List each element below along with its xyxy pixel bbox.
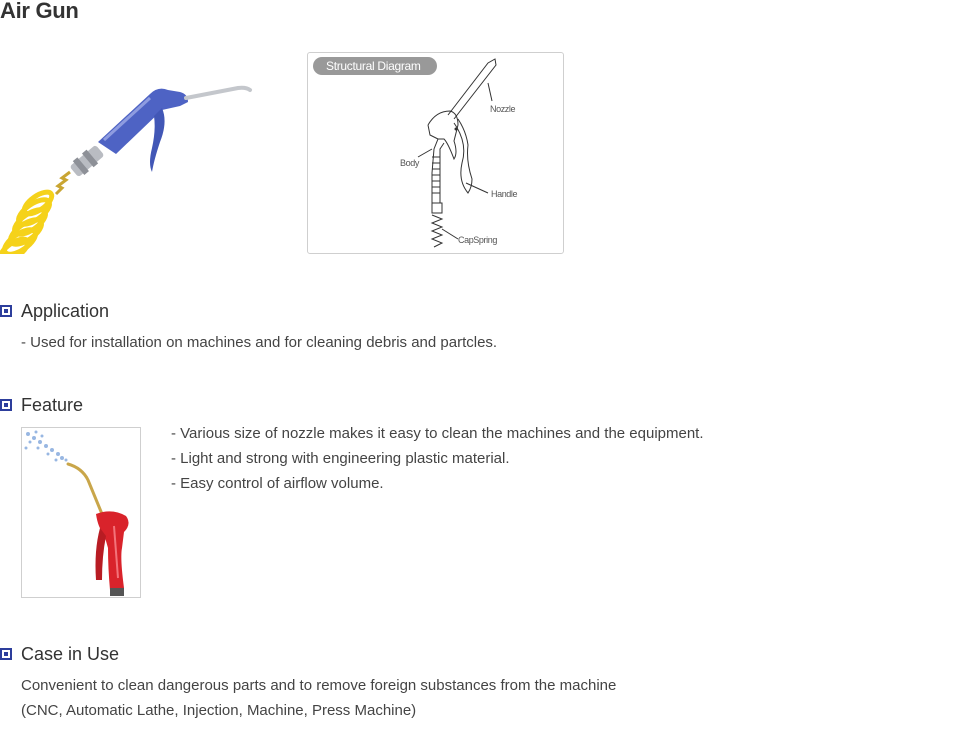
feature-title: Feature: [21, 394, 84, 415]
list-item: - Easy control of airflow volume.: [171, 475, 384, 492]
diagram-drawing: [308, 53, 563, 253]
diagram-badge: Structural Diagram: [313, 57, 437, 75]
coil-hose: [0, 188, 55, 254]
square-bullet-icon: [0, 305, 12, 317]
label-nozzle: Nozzle: [490, 104, 516, 114]
air-gun-photo: [0, 82, 260, 254]
case-in-use-line-2: (CNC, Automatic Lathe, Injection, Machine, Press Machine): [21, 702, 417, 719]
application-text: - Used for installation on machines and for cleaning debris and partcles.: [21, 334, 498, 351]
case-in-use-heading: [0, 643, 119, 665]
label-cap-spring: CapSpring: [458, 235, 497, 245]
list-item: - Light and strong with engineering plastic material.: [171, 450, 510, 467]
label-body: Body: [400, 158, 419, 168]
red-air-gun-photo: [21, 427, 141, 598]
case-in-use-title: Case in Use: [21, 643, 120, 664]
list-item: - Various size of nozzle makes it easy to clean the machines and the equipment.: [171, 425, 704, 442]
structural-diagram: [307, 52, 564, 254]
case-in-use-line-1: Convenient to clean dangerous parts and to remove foreign substances from the machine: [21, 677, 617, 694]
label-handle: Handle: [491, 189, 518, 199]
square-bullet-icon: [0, 399, 12, 411]
application-heading: [0, 300, 109, 322]
page-title: Air Gun: [0, 0, 79, 23]
coupler: [69, 145, 104, 178]
square-bullet-icon: [0, 648, 12, 660]
feature-heading: [0, 394, 83, 416]
feature-list: [171, 421, 704, 496]
application-title: Application: [21, 300, 110, 321]
air-spray: [25, 431, 68, 462]
